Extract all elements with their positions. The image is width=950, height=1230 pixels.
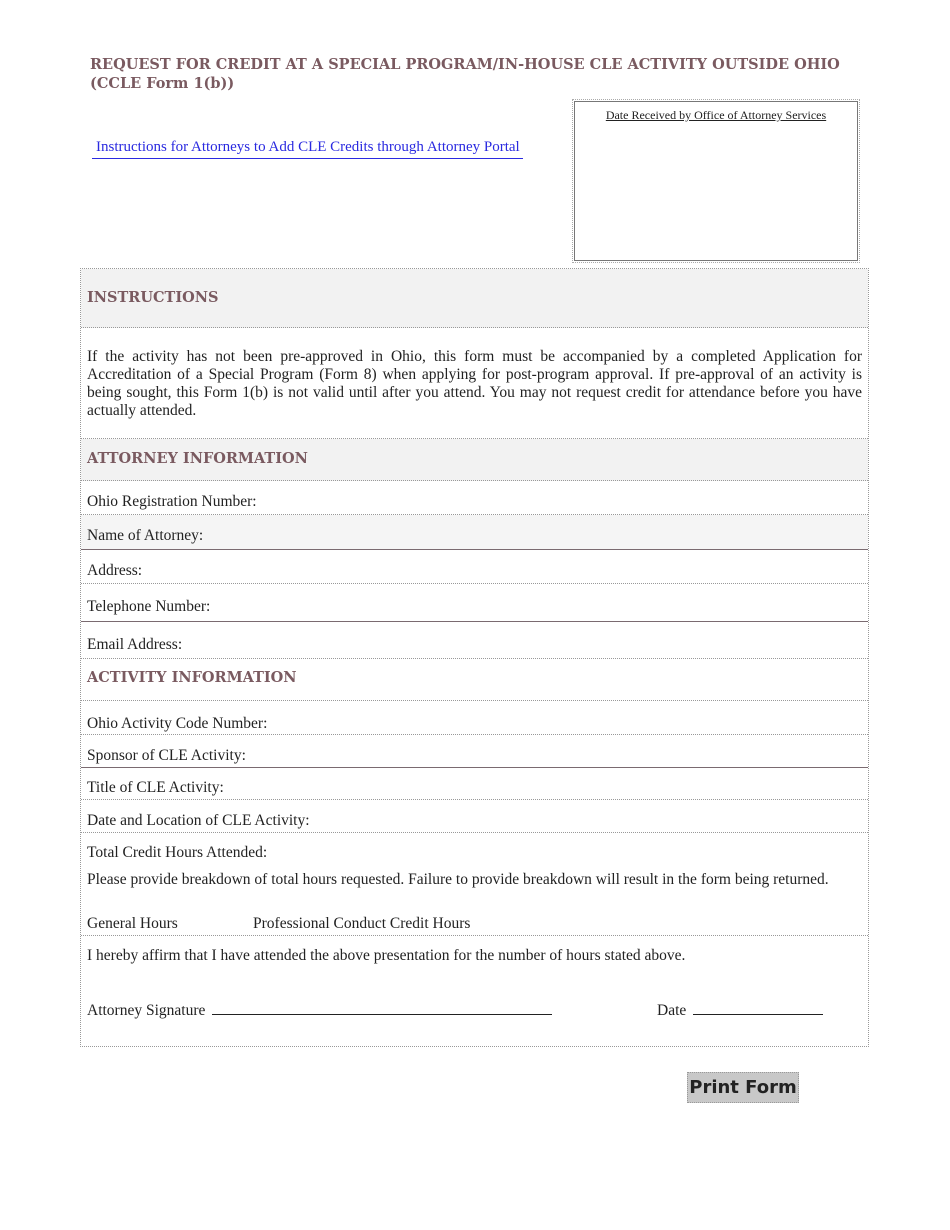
activity-title-label: Title of CLE Activity: — [87, 779, 224, 796]
activity-code-label: Ohio Activity Code Number: — [87, 715, 268, 732]
request-form — [80, 268, 869, 1047]
activity-info-heading: ACTIVITY INFORMATION — [87, 669, 297, 686]
address-field[interactable] — [81, 550, 868, 584]
activity-title-field[interactable] — [81, 768, 868, 800]
ohio-registration-number-label: Ohio Registration Number: — [87, 493, 257, 510]
affirmation-section — [81, 936, 868, 1046]
sponsor-label: Sponsor of CLE Activity: — [87, 747, 246, 764]
attorney-signature-row — [87, 1000, 552, 1020]
instructions-section — [81, 328, 868, 439]
date-location-label: Date and Location of CLE Activity: — [87, 812, 310, 829]
email-label: Email Address: — [87, 636, 183, 653]
date-line[interactable] — [693, 1000, 823, 1015]
activity-info-header — [81, 659, 868, 701]
date-row — [657, 1000, 823, 1020]
instructions-text: If the activity has not been pre-approved in Ohio, this form must be accompanied by a completed Application for Accreditation of a Special Program (Form 8) when applying for post-program approval. If pre-approval of an activity is being sought, this Form 1(b) is not valid until after you attend. You may not request credit for attendance before you have actually attended. — [87, 348, 862, 419]
form-title-line1: REQUEST FOR CREDIT AT A SPECIAL PROGRAM/IN-HOUSE CLE ACTIVITY OUTSIDE OHIO — [90, 56, 840, 73]
ohio-registration-number-field[interactable] — [81, 481, 868, 515]
attorney-name-label: Name of Attorney: — [87, 527, 204, 544]
attorney-info-header — [81, 439, 868, 481]
breakdown-note: Please provide breakdown of total hours requested. Failure to provide breakdown will result in the form being returned. — [87, 871, 829, 888]
activity-code-field[interactable] — [81, 701, 868, 735]
address-label: Address: — [87, 562, 143, 579]
total-hours-label: Total Credit Hours Attended: — [87, 844, 268, 861]
attorney-signature-line[interactable] — [212, 1000, 552, 1015]
date-label: Date — [657, 1002, 687, 1019]
form-title-line2: (CCLE Form 1(b)) — [90, 75, 235, 92]
print-form-button[interactable]: Print Form — [687, 1072, 799, 1103]
date-location-field[interactable] — [81, 800, 868, 833]
form-title — [90, 55, 870, 93]
attorney-name-field[interactable] — [81, 515, 868, 550]
sponsor-field[interactable] — [81, 735, 868, 768]
general-hours-field[interactable]: General Hours — [87, 915, 178, 932]
email-field[interactable] — [81, 622, 868, 659]
attorney-signature-label: Attorney Signature — [87, 1002, 206, 1019]
instructions-heading: INSTRUCTIONS — [87, 289, 219, 306]
professional-conduct-hours-field[interactable]: Professional Conduct Credit Hours — [253, 915, 471, 932]
date-received-box — [574, 101, 858, 261]
telephone-field[interactable] — [81, 584, 868, 622]
telephone-label: Telephone Number: — [87, 598, 211, 615]
instructions-header — [81, 269, 868, 328]
credit-hours-section — [81, 833, 868, 936]
date-received-label: Date Received by Office of Attorney Services — [605, 108, 827, 122]
attorney-portal-instructions-link[interactable]: Instructions for Attorneys to Add CLE Credits through Attorney Portal — [92, 139, 523, 159]
affirmation-text: I hereby affirm that I have attended the above presentation for the number of hours stated above. — [87, 947, 686, 964]
attorney-info-heading: ATTORNEY INFORMATION — [87, 450, 308, 467]
